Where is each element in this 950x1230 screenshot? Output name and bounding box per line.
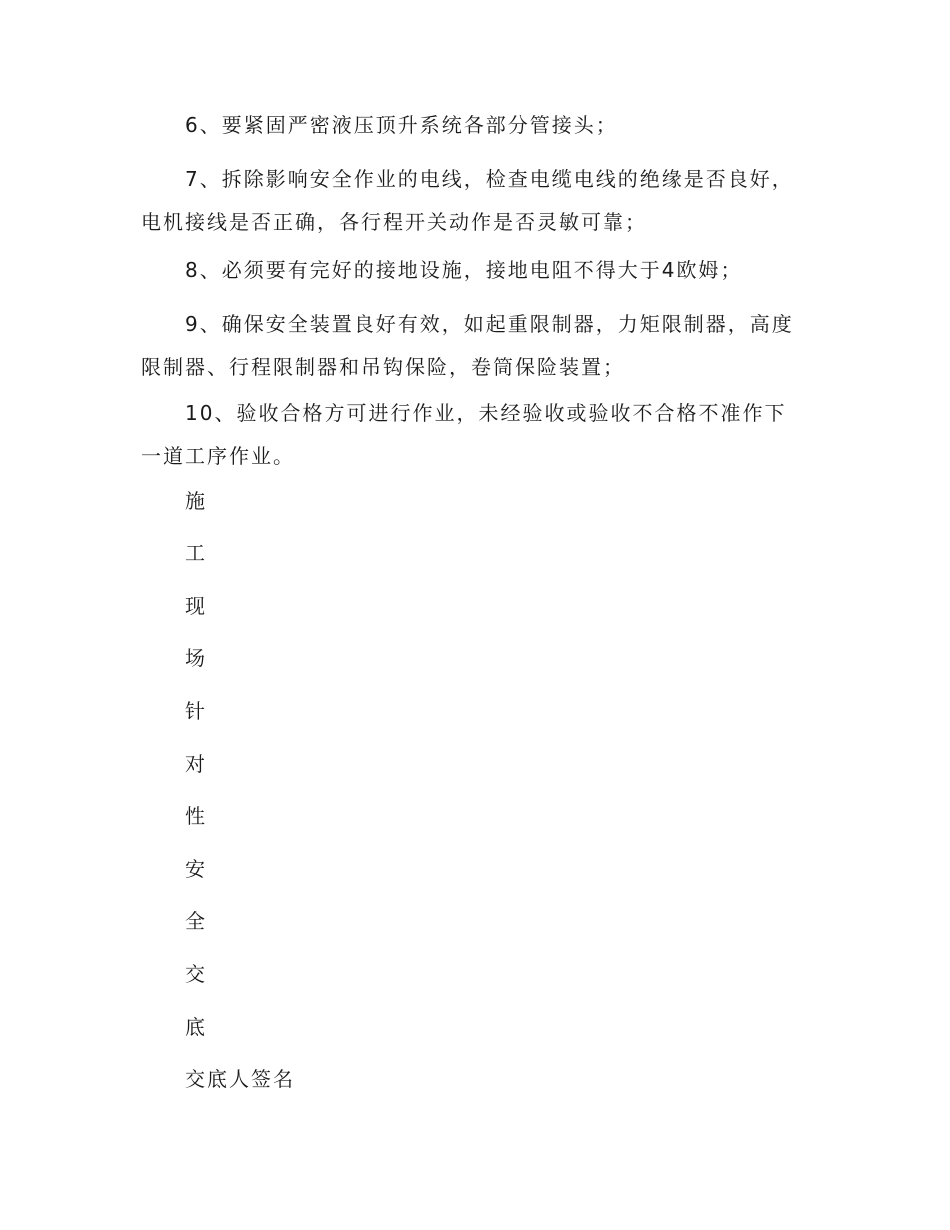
paragraph-item-7: 7、拆除影响安全作业的电线，检查电缆电线的绝缘是否良好，电机接线是否正确，各行程开关动作是否灵敏可靠； (141, 167, 794, 234)
paragraph-item-6: 6、要紧固严密液压顶升系统各部分管接头； (185, 113, 618, 137)
title-char: 针 (185, 699, 207, 723)
title-char: 施 (185, 489, 207, 513)
title-char: 交 (185, 962, 207, 986)
title-char: 安 (185, 857, 207, 881)
title-char: 工 (185, 541, 207, 565)
title-char: 全 (185, 909, 207, 933)
title-char: 底 (185, 1015, 207, 1039)
paragraph-item-9: 9、确保安全装置良好有效，如起重限制器，力矩限制器，高度限制器、行程限制器和吊钩保险，卷筒保险装置； (141, 312, 794, 379)
paragraph-item-10: 10、验收合格方可进行作业，未经验收或验收不合格不准作下一道工序作业。 (141, 401, 787, 468)
signature-label: 交底人签名 (185, 1067, 295, 1091)
title-char: 性 (185, 804, 207, 828)
title-char: 现 (185, 594, 207, 618)
title-char: 场 (185, 646, 207, 670)
paragraph-item-8: 8、必须要有完好的接地设施，接地电阻不得大于4欧姆； (185, 258, 743, 282)
title-char: 对 (185, 752, 207, 776)
